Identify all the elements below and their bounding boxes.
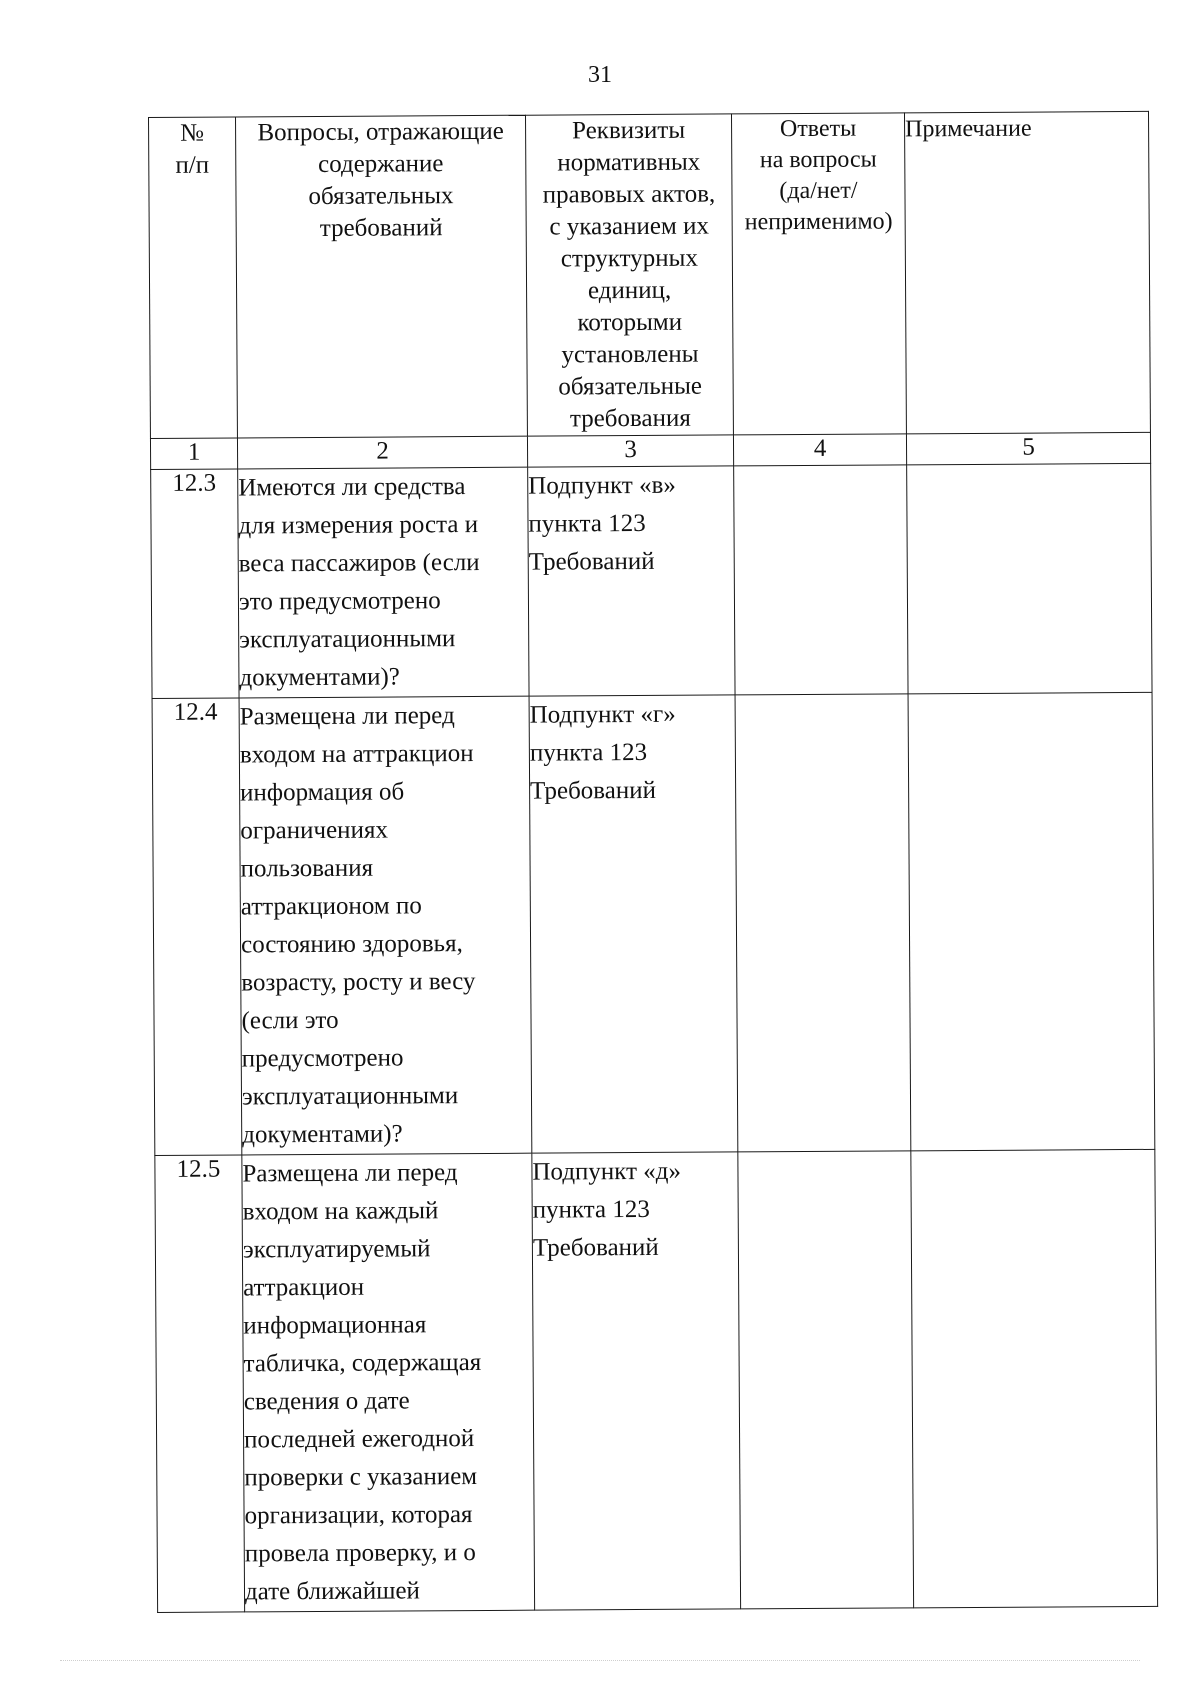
checklist-table — [148, 111, 1158, 1613]
item-number: 12.5 — [155, 1155, 245, 1613]
item-number: 12.3 — [151, 469, 239, 699]
question-cell: Размещена ли перед входом на каждый эксплуатируемый аттракцион информационная табличка, содержащая сведения о дате последней ежегодной проверки с указанием организации, которая провела проверку, и о дате ближайшей — [242, 1153, 535, 1612]
header-col-number: № п/п — [149, 117, 238, 439]
answer-cell — [738, 1151, 914, 1609]
header-row — [149, 111, 1151, 438]
scan-edge-divider — [60, 1660, 1140, 1663]
column-number: 1 — [150, 438, 237, 470]
question-cell: Размещена ли перед входом на аттракцион информация об ограничениях пользования аттракционом по состоянию здоровья, возрасту, росту и весу (если это предусмотрено эксплуатационными документами)? — [239, 696, 532, 1155]
header-col-reference: Реквизиты нормативных правовых актов, с указанием их структурных единиц, которыми установлены обязательные требования — [525, 114, 733, 436]
item-number: 12.4 — [152, 698, 242, 1156]
answer-cell — [734, 465, 908, 695]
table-row — [151, 463, 1152, 698]
table-row — [155, 1149, 1158, 1612]
page-number: 31 — [588, 62, 612, 88]
reference-cell: Подпункт «в» пункта 123 Требований — [528, 466, 735, 696]
note-cell — [911, 1149, 1158, 1607]
note-cell — [907, 463, 1152, 693]
table-row — [152, 692, 1155, 1155]
header-col-note: Примечание — [904, 111, 1150, 433]
header-col-answer: Ответы на вопросы (да/нет/ неприменимо) — [731, 113, 906, 435]
column-number: 4 — [733, 434, 906, 466]
header-col-question: Вопросы, отражающие содержание обязательных требований — [236, 115, 528, 438]
answer-cell — [735, 694, 911, 1152]
column-number: 3 — [527, 435, 733, 467]
reference-cell: Подпункт «г» пункта 123 Требований — [529, 695, 738, 1153]
column-number: 5 — [906, 432, 1150, 464]
column-number: 2 — [237, 436, 527, 469]
question-cell: Имеются ли средства для измерения роста и веса пассажиров (если это предусмотрено эксплуатационными документами)? — [238, 467, 529, 698]
note-cell — [908, 692, 1155, 1150]
reference-cell: Подпункт «д» пункта 123 Требований — [532, 1152, 741, 1610]
